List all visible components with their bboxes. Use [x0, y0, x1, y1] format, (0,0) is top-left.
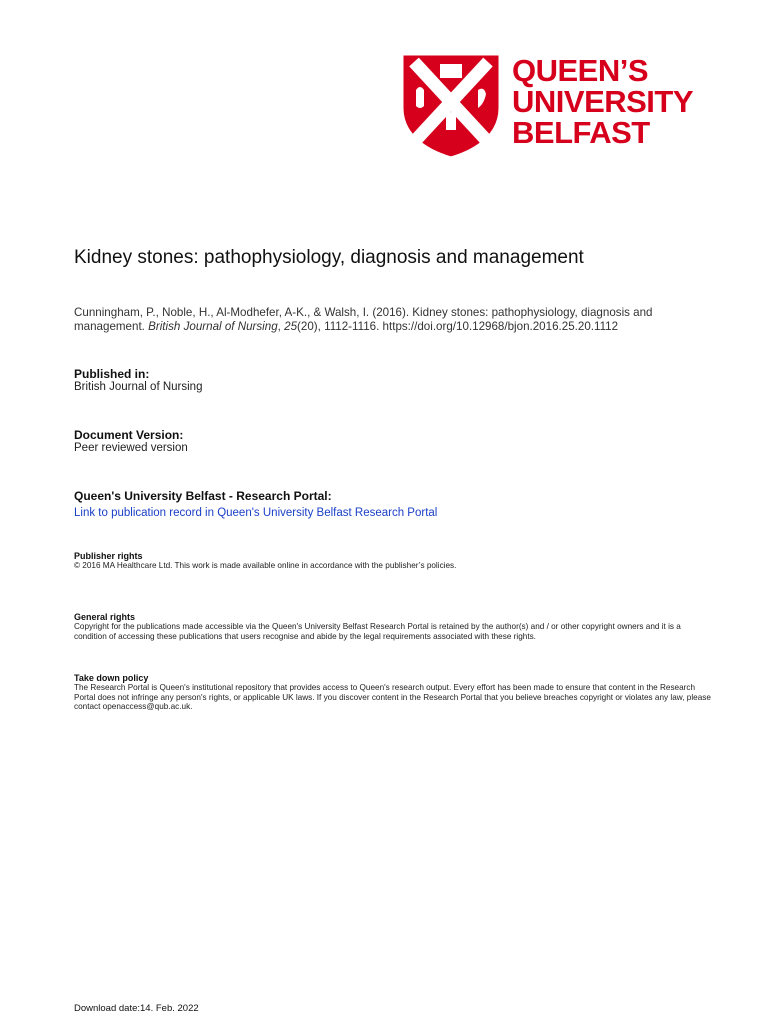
logo-wordmark — [512, 55, 693, 148]
citation-separator: , — [277, 320, 281, 333]
published-in-value: British Journal of Nursing — [74, 381, 203, 393]
take-down-heading: Take down policy — [74, 673, 149, 683]
publisher-rights-section — [74, 551, 734, 571]
citation-volume: 25 — [284, 320, 298, 333]
logo-line-2: UNIVERSITY — [512, 84, 694, 119]
university-logo — [400, 52, 720, 162]
take-down-section — [74, 673, 734, 712]
publisher-rights-text: © 2016 MA Healthcare Ltd. This work is made available online in accordance with the publisher’s policies. — [74, 561, 457, 570]
document-version-section — [74, 429, 734, 455]
document-version-label: Document Version: — [74, 428, 184, 442]
published-in-label: Published in: — [74, 367, 150, 381]
citation-text: Cunningham, P., Noble, H., Al-Modhefer, A-K., & Walsh, I. (2016). Kidney stones: pathophysiology, diagnosis and management. — [74, 306, 653, 333]
publisher-rights-heading: Publisher rights — [74, 551, 143, 561]
general-rights-section — [74, 612, 734, 641]
citation — [74, 306, 724, 334]
document-version-value: Peer reviewed version — [74, 442, 188, 454]
document-title: Kidney stones: pathophysiology, diagnosis and management — [74, 247, 584, 268]
logo-line-3: BELFAST — [512, 115, 650, 150]
take-down-text: The Research Portal is Queen's institutional repository that provides access to Queen's research output. Every effort has been made to ensure that content in the Research Portal does not infringe any person's rights, or applicable UK laws. If you discover content in the Research Portal that you believe breaches copyright or violates any law, please contact openaccess@qub.ac.uk. — [74, 683, 711, 712]
citation-journal: British Journal of Nursing — [148, 320, 278, 333]
published-in-section — [74, 368, 734, 394]
research-portal-label: Queen's University Belfast - Research Portal: — [74, 489, 332, 503]
general-rights-heading: General rights — [74, 612, 136, 622]
publication-record-link[interactable]: Link to publication record in Queen's University Belfast Research Portal — [74, 507, 438, 519]
citation-pages-doi: (20), 1112-1116. https://doi.org/10.12968/bjon.2016.25.20.1112 — [297, 320, 619, 333]
general-rights-text: Copyright for the publications made accessible via the Queen's University Belfast Research Portal is retained by the author(s) and / or other copyright owners and it is a condition of accessing these publications that users recognise and abide by the legal requirements associated with these rights. — [74, 622, 681, 641]
research-portal-section — [74, 490, 734, 521]
university-crest-icon — [400, 52, 502, 160]
logo-line-1: QUEEN’S — [512, 53, 649, 88]
download-date: Download date:14. Feb. 2022 — [74, 1003, 199, 1014]
